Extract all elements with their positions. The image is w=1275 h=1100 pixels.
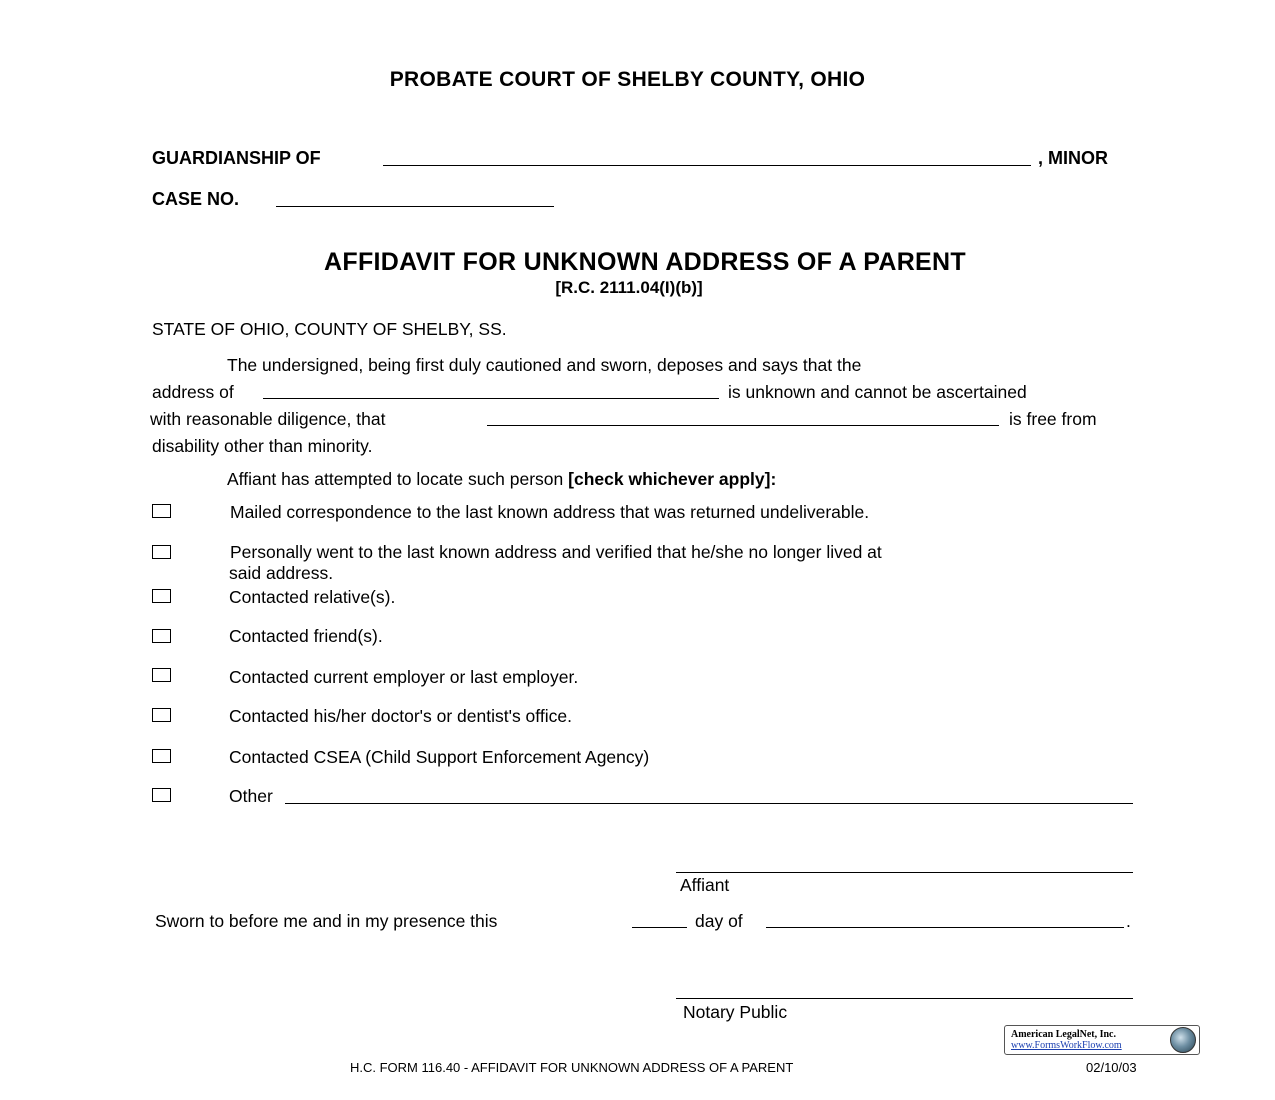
attempt-intro-text: Affiant has attempted to locate such person (227, 469, 564, 489)
checklist-label-visited-address: Personally went to the last known address and verified that he/she no longer lived at (230, 542, 882, 562)
court-title: PROBATE COURT OF SHELBY COUNTY, OHIO (389, 68, 866, 91)
venue-line: STATE OF OHIO, COUNTY OF SHELBY, SS. (152, 319, 507, 339)
body-line-1: The undersigned, being first duly cautioned and sworn, deposes and says that the (227, 355, 862, 375)
logo-url-link[interactable]: www.FormsWorkFlow.com (1011, 1040, 1122, 1051)
logo-company-name: American LegalNet, Inc. (1011, 1029, 1116, 1040)
checkbox-mailed-correspondence[interactable] (152, 504, 171, 518)
other-description-field[interactable] (285, 803, 1133, 804)
checkbox-visited-address[interactable] (152, 545, 171, 559)
body-line-2-suffix: is unknown and cannot be ascertained (728, 382, 1027, 402)
american-legalnet-logo[interactable] (1004, 1025, 1200, 1055)
checklist-label-doctor-dentist: Contacted his/her doctor's or dentist's office. (229, 706, 572, 726)
footer-date: 02/10/03 (1086, 1060, 1137, 1075)
parent-name-field[interactable] (263, 398, 719, 399)
checkbox-employer[interactable] (152, 668, 171, 682)
checkbox-doctor-dentist[interactable] (152, 708, 171, 722)
sworn-text: Sworn to before me and in my presence this (155, 911, 498, 931)
checklist-label-visited-address-cont: said address. (229, 563, 334, 583)
checklist-label-csea: Contacted CSEA (Child Support Enforcement Agency) (229, 747, 650, 767)
statute-citation: [R.C. 2111.04(I)(b)] (555, 278, 703, 297)
checkbox-friends[interactable] (152, 629, 171, 643)
checkbox-other[interactable] (152, 788, 171, 802)
guardianship-label: GUARDIANSHIP OF (152, 148, 321, 168)
form-title: AFFIDAVIT FOR UNKNOWN ADDRESS OF A PARENT (324, 248, 966, 276)
attempt-intro-instruction: [check whichever apply]: (568, 469, 777, 489)
attempt-intro (227, 469, 776, 490)
affiant-label: Affiant (680, 875, 730, 895)
minor-label: , MINOR (1038, 148, 1108, 168)
body-line-2-prefix: address of (152, 382, 234, 402)
sworn-period: . (1126, 911, 1131, 931)
checkbox-relatives[interactable] (152, 589, 171, 603)
minor-name-field[interactable] (487, 425, 999, 426)
day-of-text: day of (695, 911, 743, 931)
checklist-label-friends: Contacted friend(s). (229, 626, 383, 646)
checklist-label-employer: Contacted current employer or last employer. (229, 667, 579, 687)
sworn-month-year-field[interactable] (766, 927, 1124, 928)
notary-public-label: Notary Public (683, 1002, 788, 1022)
checklist-label-mailed-correspondence: Mailed correspondence to the last known address that was returned undeliverable. (230, 502, 870, 522)
body-line-3-suffix: is free from (1009, 409, 1097, 429)
case-no-label: CASE NO. (152, 189, 240, 209)
checklist-label-relatives: Contacted relative(s). (229, 587, 396, 607)
body-line-4: disability other than minority. (152, 436, 373, 456)
globe-icon (1170, 1027, 1196, 1053)
notary-signature-line[interactable] (676, 998, 1133, 999)
checklist-label-other: Other (229, 786, 273, 806)
footer-form-title: H.C. FORM 116.40 - AFFIDAVIT FOR UNKNOWN ADDRESS OF A PARENT (350, 1060, 794, 1075)
checkbox-csea[interactable] (152, 749, 171, 763)
affiant-signature-line[interactable] (676, 872, 1133, 873)
body-line-3-prefix: with reasonable diligence, that (150, 409, 386, 429)
guardianship-name-field[interactable] (383, 165, 1031, 166)
sworn-day-field[interactable] (632, 927, 687, 928)
case-no-field[interactable] (276, 206, 554, 207)
